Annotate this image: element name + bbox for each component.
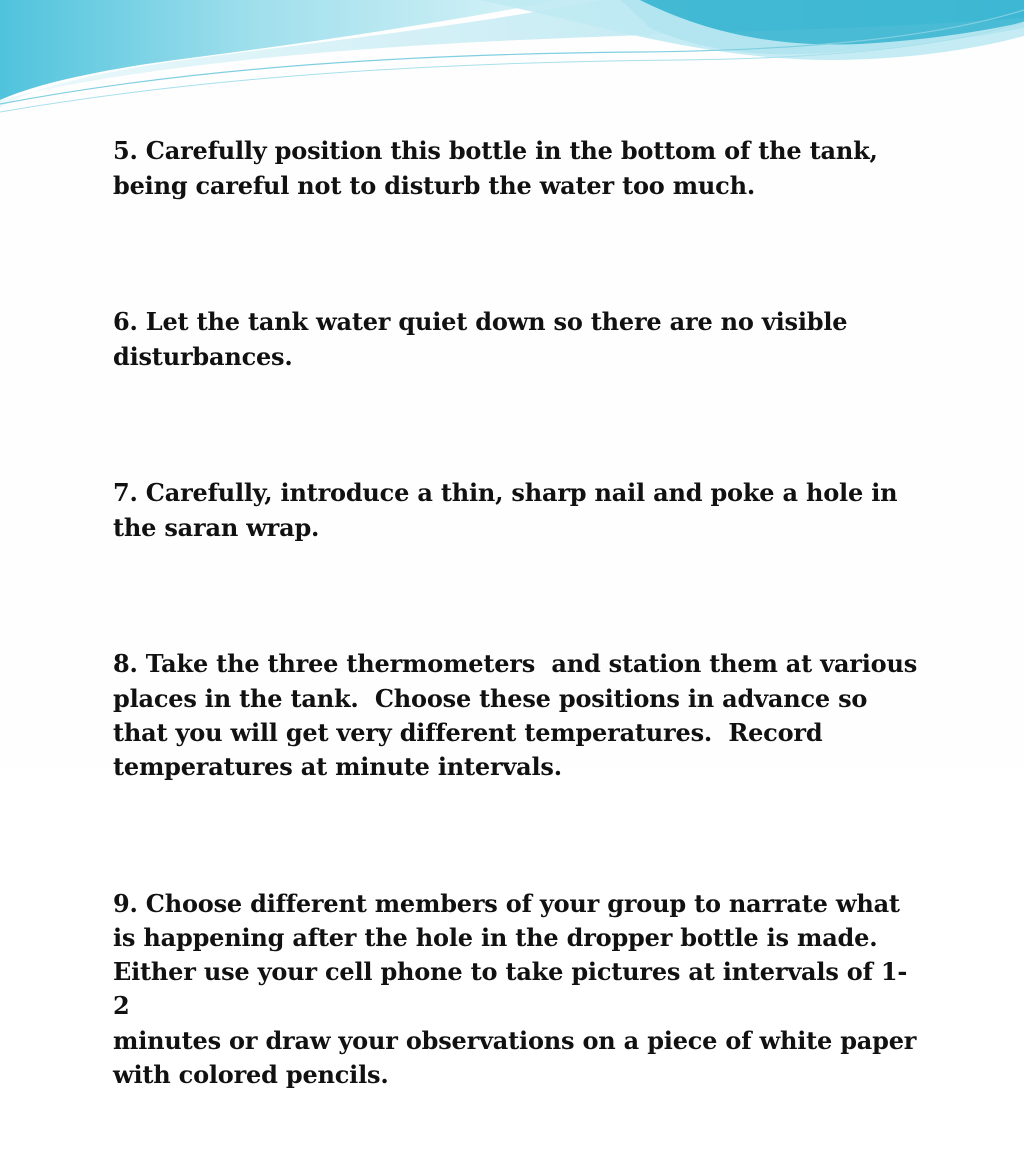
step-9: 9. Choose different members of your group to narrate what is happening after the hole in the dropper bottle is made. Either use your cell phone to take pictures at intervals of 1-2 minutes or draw your observations on a piece of white paper with colored pencils. <box>113 888 917 1089</box>
instructions-text-block <box>113 66 923 1160</box>
step-5: 5. Carefully position this bottle in the bottom of the tank, being careful not to disturb the water too much. <box>113 136 878 200</box>
step-8: 8. Take the three thermometers and station them at various places in the tank. Choose these positions in advance so that you will get very different temperatures. Record temperatures at minute intervals. <box>113 649 918 782</box>
step-7: 7. Carefully, introduce a thin, sharp nail and poke a hole in the saran wrap. <box>113 478 898 542</box>
step-6: 6. Let the tank water quiet down so there are no visible disturbances. <box>113 307 848 371</box>
